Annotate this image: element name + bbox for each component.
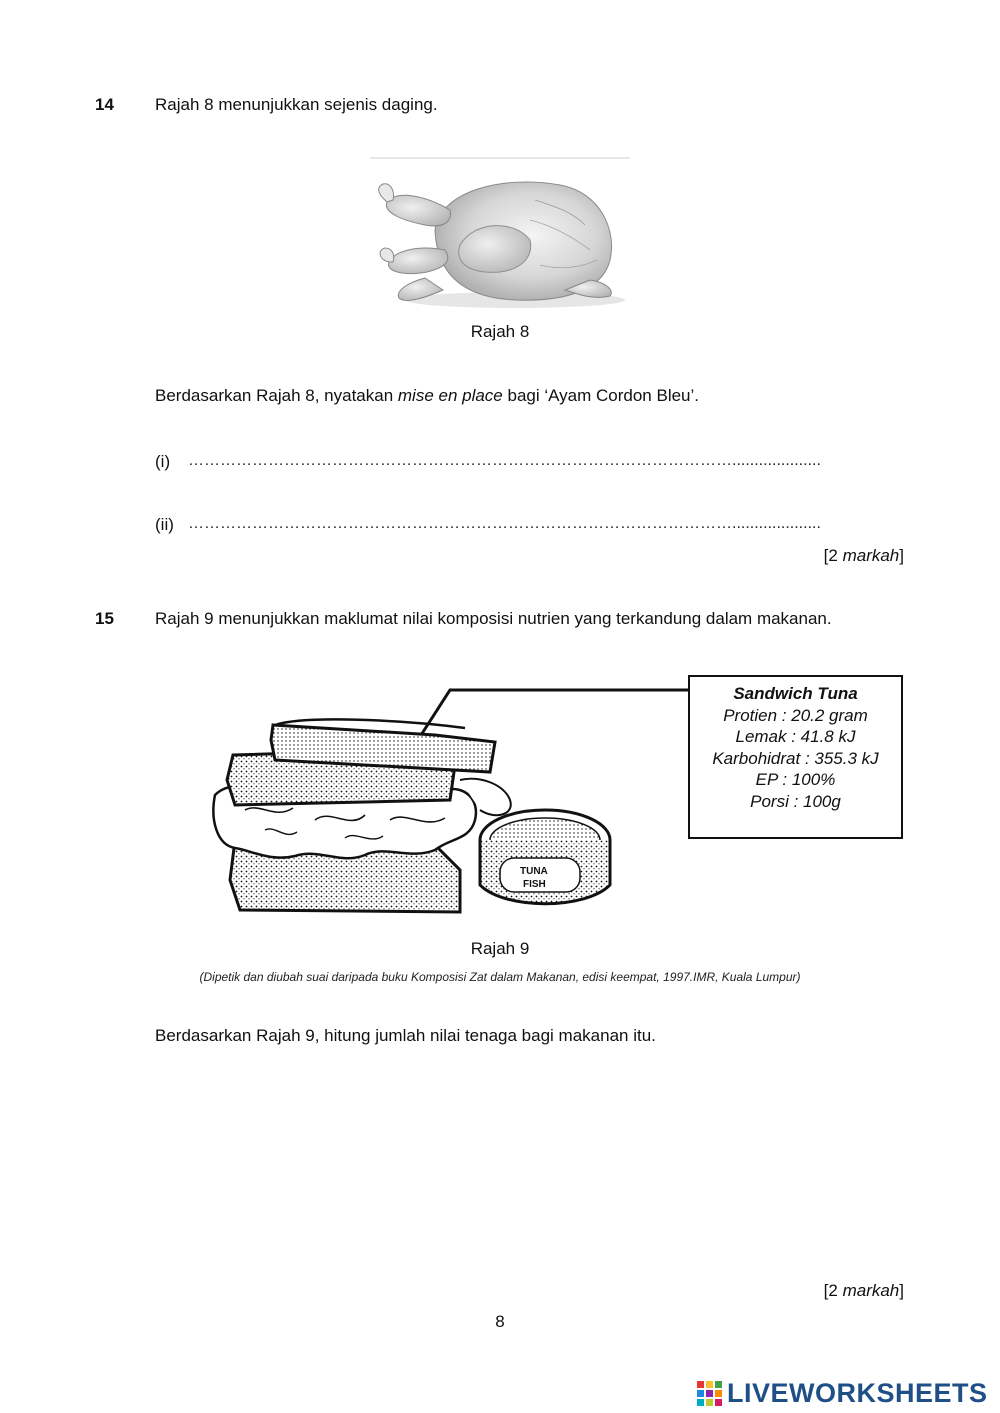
question-15-intro: Rajah 9 menunjukkan maklumat nilai komposisi nutrien yang terkandung dalam makanan. (155, 609, 832, 628)
figure-9-caption: Rajah 9 (470, 939, 530, 958)
sandwich-figure (205, 680, 695, 925)
liveworksheets-icon (697, 1381, 723, 1407)
marks-close: ] (899, 1281, 904, 1300)
prompt-italic-term: mise en place (397, 386, 503, 405)
info-line-fat: Lemak : 41.8 kJ (735, 727, 856, 746)
question-14-number: 14 (95, 95, 114, 114)
info-line-protein: Protien : 20.2 gram (723, 705, 868, 725)
info-line-ep: EP : 100% (755, 770, 836, 789)
question-14-marks (824, 546, 904, 566)
info-box-title: Sandwich Tuna (733, 684, 858, 703)
prompt-text-before: Berdasarkan Rajah 8, nyatakan (155, 386, 398, 405)
answer-label-ii: (ii) (155, 515, 174, 534)
question-15-prompt: Berdasarkan Rajah 9, hitung jumlah nilai tenaga bagi makanan itu. (155, 1026, 656, 1045)
question-15-number: 15 (95, 609, 114, 628)
can-label-bottom: FISH (523, 879, 546, 890)
answer-line-ii[interactable]: ………………………………………………………………………………………….................... (188, 515, 821, 532)
marks-open: [2 (823, 1281, 843, 1300)
marks-open: [2 (823, 546, 843, 565)
question-15-marks (824, 1281, 904, 1301)
chicken-figure (365, 150, 635, 310)
nutrient-info-box (688, 675, 903, 839)
figure-9-source: (Dipetik dan diubah suai daripada buku Komposisi Zat dalam Makanan, edisi keempat, 1997.IMR, Kuala Lumpur) (199, 970, 801, 984)
info-line-portion: Porsi : 100g (750, 791, 841, 811)
answer-label-i: (i) (155, 452, 171, 471)
prompt-text-after: bagi ‘Ayam Cordon Bleu’. (502, 386, 700, 405)
marks-close: ] (899, 546, 904, 565)
question-14-prompt (155, 386, 699, 406)
marks-word: markah (842, 546, 900, 565)
liveworksheets-wordmark: LIVEWORKSHEETS (727, 1378, 988, 1408)
marks-word: markah (842, 1281, 900, 1300)
info-line-carbohydrate: Karbohidrat : 355.3 kJ (712, 748, 879, 768)
can-label-top: TUNA (520, 866, 548, 877)
question-14-intro: Rajah 8 menunjukkan sejenis daging. (155, 95, 438, 114)
answer-line-i[interactable]: ………………………………………………………………………………………….................... (188, 452, 821, 469)
liveworksheets-logo[interactable] (697, 1378, 988, 1409)
figure-8-caption: Rajah 8 (470, 322, 530, 341)
page-number: 8 (495, 1312, 505, 1331)
